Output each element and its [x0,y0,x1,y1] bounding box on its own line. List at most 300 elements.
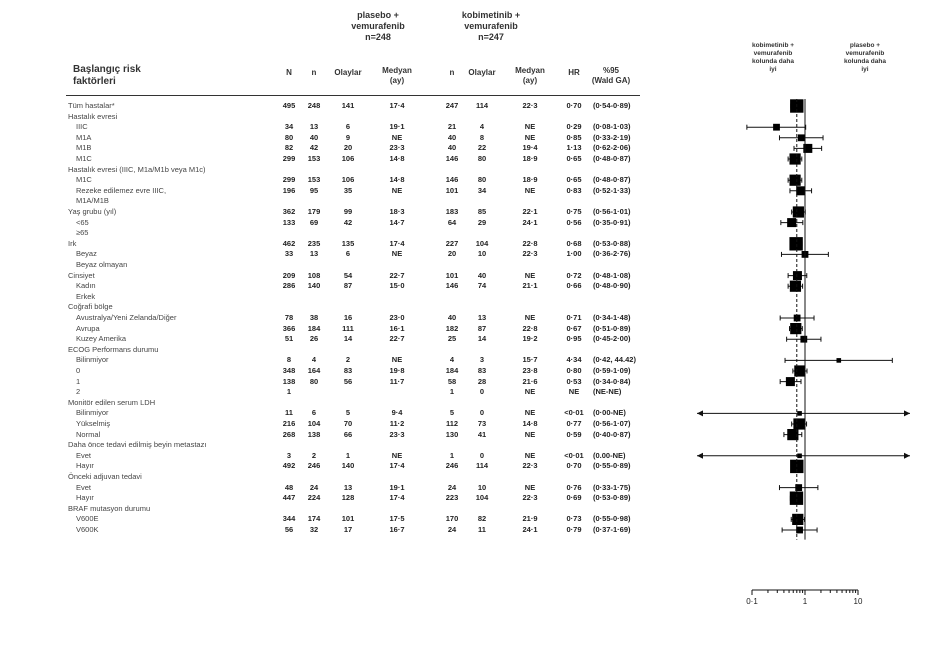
cell-e2: 34 [477,185,487,195]
cell-m2: 18·9 [522,175,538,185]
cell-n1: 4 [311,355,317,365]
row-label: Yaş grubu (yıl) [68,207,117,216]
row-label: 0 [76,366,81,375]
cell-N: 462 [282,238,296,248]
cell-m2: NE [524,429,536,439]
cell-ci: (0·59-1·09) [593,366,631,375]
cell-m2: 19·4 [522,143,538,153]
cell-n1: 248 [307,101,321,110]
cell-ci: (0·54-0·89) [593,101,631,110]
x-tick-label: 0·1 [746,597,758,606]
col-header-events1: Olaylar [334,68,362,77]
cell-e1: 5 [345,408,351,418]
cell-m1: NE [391,355,403,365]
cell-e2: 83 [477,366,487,375]
row-label: M1C [76,154,92,163]
cell-m2: 22·1 [522,207,538,216]
hr-marker [798,134,805,141]
cell-hr_text: 0·66 [566,281,582,291]
cell-ci: (0·51-0·89) [593,323,631,333]
hr-marker [786,377,795,386]
cell-m1: NE [391,185,403,195]
row-label: V600K [76,525,99,534]
cell-e2: 73 [477,419,487,428]
cell-n2: 40 [447,313,457,322]
row-label: Hastalık evresi (IIIC, M1a/M1b veya M1c) [68,164,206,174]
cell-m2: NE [524,122,536,132]
ci-arrow-right [904,410,910,416]
cell-m2: NE [524,408,536,418]
row-label: Erkek [76,291,96,301]
cell-N: 366 [282,323,296,333]
cell-e2: 87 [477,323,487,333]
cell-N: 1 [286,387,292,397]
cell-n2: 146 [445,175,459,185]
cell-e2: 29 [477,217,487,227]
cell-m1: 17·4 [389,493,405,503]
col-header-median1: Medyan (ay) [382,66,412,85]
ci-arrow-left [697,453,703,459]
cell-m2: 21·1 [522,281,538,291]
cell-n1: 153 [307,175,321,185]
cell-e2: 0 [479,450,485,460]
cell-m2: 14·8 [522,419,538,428]
cell-m1: 11·7 [389,376,405,386]
cell-n1: 174 [307,514,321,524]
cell-m2: NE [524,387,536,397]
cell-n2: 5 [449,408,455,418]
cell-n2: 1 [449,387,455,397]
cell-ci: (0·35-0·91) [593,217,631,227]
cell-e1: 135 [341,238,355,248]
cell-ci: (0·33-1·75) [593,482,631,492]
cell-e1: 141 [341,101,355,110]
cell-N: 34 [284,122,294,132]
row-label: Beyaz [76,249,97,259]
cell-m1: 9·4 [391,408,403,418]
cell-e1: 70 [343,419,353,428]
col-header-events2: Olaylar [468,68,496,77]
row-label: Kuzey Amerika [76,334,127,344]
cell-e2: 80 [477,154,487,163]
cell-hr_text: 0·70 [566,101,582,110]
cell-N: 138 [282,376,296,386]
col-header-n1: n [311,68,317,77]
cell-e2: 10 [477,482,487,492]
cell-e1: 83 [343,366,353,375]
hr-marker [793,206,804,217]
cell-e1: 6 [345,122,351,132]
cell-n1: 80 [309,376,319,386]
row-label: Monitör edilen serum LDH [68,397,156,407]
cell-m2: 22·3 [522,493,538,503]
cell-N: 268 [282,429,296,439]
cell-n2: 64 [447,217,457,227]
cell-ci: (0·37-1·69) [593,525,631,534]
cell-m1: 17·5 [389,514,405,524]
cell-n2: 58 [447,376,457,386]
hr-marker [790,492,803,505]
cell-n1: 235 [307,238,321,248]
cell-n1: 104 [307,419,321,428]
cell-hr_text: 0·76 [566,482,582,492]
hr-marker [787,218,796,227]
cell-n1: 13 [309,249,319,259]
ci-arrow-right [904,453,910,459]
cell-m2: NE [524,270,536,280]
cell-hr_text: 0·95 [566,334,582,344]
cell-n2: 223 [445,493,459,503]
cell-e1: 14 [343,334,353,344]
cell-n2: 40 [447,132,457,142]
cell-e1: 9 [345,132,351,142]
cell-N: 3 [286,450,292,460]
cell-n2: 112 [445,419,459,428]
cell-e2: 8 [479,132,485,142]
cell-e2: 82 [477,514,487,524]
cell-e1: 17 [343,525,353,534]
row-label: Hayır [76,493,94,503]
cell-m2: 15·7 [522,355,538,365]
cell-m1: 22·7 [389,334,405,344]
cell-ci: (0·53-0·88) [593,238,631,248]
cell-m1: 19·8 [389,366,405,375]
cell-N: 348 [282,366,296,375]
cell-ci: (0·34-0·84) [593,376,631,386]
hr-marker [790,281,801,292]
cell-e1: 106 [341,175,355,185]
cell-N: 133 [282,217,296,227]
cell-m2: 22·3 [522,101,538,110]
cell-N: 82 [284,143,294,153]
cell-ci: (0·56-1·01) [593,207,631,216]
cell-hr_text: 1·00 [566,249,582,259]
cobimetinib-group-header-text: kobimetinib + vemurafenib n=247 [461,10,521,42]
cell-n1: 138 [307,429,321,439]
cell-N: 447 [282,493,296,503]
row-label: Evet [76,450,92,460]
cell-n1: 69 [309,217,319,227]
cell-e1: 42 [343,217,353,227]
cell-e2: 114 [475,101,489,110]
cell-hr_text: 0·67 [566,323,582,333]
col-header-ci: %95 (Wald GA) [591,66,631,85]
cell-m1: 23·3 [389,429,405,439]
cell-N: 33 [284,249,294,259]
cell-m1: 19·1 [389,122,405,132]
row-label: Evet [76,482,92,492]
row-label: BRAF mutasyon durumu [68,503,151,513]
cell-N: 344 [282,514,296,524]
cell-n2: 4 [449,355,455,365]
cell-hr_text: 0·65 [566,154,582,163]
cell-hr_text: 0·75 [566,207,582,216]
hr-marker [793,271,802,280]
row-label: Hastalık evresi [68,111,118,121]
cell-e2: 74 [477,281,487,291]
cell-n2: 146 [445,281,459,291]
cell-n1: 164 [307,366,321,375]
cell-hr_text: 0·69 [566,493,582,503]
row-label: ECOG Performans durumu [68,344,159,354]
cell-e1: 101 [341,514,355,524]
cell-N: 216 [282,419,296,428]
cell-n1: 184 [307,323,321,333]
cell-e1: 106 [341,154,355,163]
cell-ci: (0·33-2·19) [593,132,631,142]
cell-hr_text: 0·77 [566,419,582,428]
cell-e2: 10 [477,249,487,259]
cell-hr_text: NE [568,387,580,397]
cell-hr_text: 0·79 [566,525,582,534]
row-label: Bilinmiyor [76,408,109,418]
cell-e1: 54 [343,270,353,280]
cell-m1: 23·3 [389,143,405,153]
cell-N: 51 [284,334,294,344]
cell-e1: 1 [345,450,351,460]
cell-N: 209 [282,270,296,280]
cell-N: 362 [282,207,296,216]
cell-e1: 128 [341,493,355,503]
cell-m1: 22·7 [389,270,405,280]
cell-n2: 246 [445,461,459,471]
cell-n2: 24 [447,482,457,492]
placebo-group-header-text: plasebo + vemurafenib n=248 [351,10,405,42]
cell-N: 78 [284,313,294,322]
cell-m2: 22·3 [522,249,538,259]
hr-marker [789,175,800,186]
cell-e1: 56 [343,376,353,386]
x-tick-label: 1 [802,597,808,606]
cell-hr_text: 0·68 [566,238,582,248]
cell-n2: 130 [445,429,459,439]
cell-n2: 146 [445,154,459,163]
cell-e1: 6 [345,249,351,259]
cell-e1: 99 [343,207,353,216]
cell-ci: (0·56-1·07) [593,419,631,428]
cell-ci: (0·00-NE) [593,408,626,418]
cell-m1: 23·0 [389,313,405,322]
cell-m2: 22·8 [522,238,538,248]
hr-marker [796,186,805,195]
col-header-hr: HR [568,68,580,77]
cell-n2: 227 [445,238,459,248]
hr-marker [794,365,805,376]
row-label: Avrupa [76,323,100,333]
cell-ci: (0·40-0·87) [593,429,631,439]
cell-hr_text: <0·01 [564,408,584,418]
cell-hr_text: 0·83 [566,185,582,195]
cell-e2: 3 [479,355,485,365]
row-label: Kadın [76,281,96,291]
cell-n2: 40 [447,143,457,153]
cell-n2: 183 [445,207,459,216]
row-label: 1 [76,376,81,386]
cell-ci: (0·36-2·76) [593,249,631,259]
cell-n1: 38 [309,313,319,322]
cell-e1: 66 [343,429,353,439]
cell-hr_text: 0·73 [566,514,582,524]
cell-m1: 15·0 [389,281,405,291]
cell-N: 11 [285,408,293,418]
cell-m2: 21·6 [522,376,538,386]
risk-factors-title-text: Başlangıç risk faktörleri [73,64,141,87]
row-label: ≥65 [76,228,89,238]
cell-n1: 13 [309,122,319,132]
row-label: Önceki adjuvan tedavi [68,472,142,481]
cell-ci: (0·48-0·87) [593,154,631,163]
hr-marker [789,153,800,164]
row-label: Rezeke edilemez evre IIIC, [76,185,167,195]
cell-ci: (0·55-0·98) [593,514,631,524]
cell-m1: NE [391,132,403,142]
col-header-N: N [286,68,292,77]
cell-N: 56 [284,525,294,534]
cell-ci: (0·53-0·89) [593,493,631,503]
cell-hr_text: 1·13 [566,143,582,153]
cell-hr_text: 0·72 [566,270,582,280]
hr-marker [792,514,803,525]
row-label: Tüm hastalar* [68,101,115,110]
row-label: 2 [76,387,81,397]
cell-e1: 20 [343,143,353,153]
ci-arrow-left [697,410,703,416]
cell-e2: 80 [477,175,487,185]
cell-n2: 170 [445,514,459,524]
cell-m1: 11·2 [389,419,405,428]
cell-ci: (0·55-0·89) [593,461,631,471]
cell-hr_text: 0·65 [566,175,582,185]
cell-m1: 14·8 [389,154,405,163]
cell-hr_text: 0·71 [566,313,582,322]
cell-m1: 18·3 [389,207,405,216]
cell-e2: 104 [475,238,489,248]
cell-e1: 111 [342,323,354,333]
row-label: Hayır [76,461,94,471]
row-label: Daha önce tedavi edilmiş beyin metastazı [68,440,207,450]
cell-n1: 95 [309,185,319,195]
cell-e2: 104 [475,493,489,503]
cell-N: 495 [282,101,296,110]
favors-placebo-label: plasebo + vemurafenib kolunda daha iyi [844,42,886,73]
cell-m1: 16·7 [389,525,405,534]
row-label: M1B [76,143,92,153]
cell-n1: 2 [311,450,317,460]
cell-n2: 24 [447,525,457,534]
cell-m1: NE [391,450,403,460]
cell-n1: 40 [309,132,319,142]
cell-e2: 40 [477,270,487,280]
cell-m1: 17·4 [389,461,405,471]
cell-hr_text: 0·59 [566,429,582,439]
cell-m2: 22·8 [522,323,538,333]
cell-n2: 20 [447,249,457,259]
hr-marker [797,411,802,416]
cell-e2: 13 [477,313,487,322]
x-tick-label: 10 [853,597,863,606]
cell-hr_text: 0·70 [566,461,582,471]
cell-m2: 18·9 [522,154,538,163]
cell-n1: 6 [311,408,317,418]
cell-n1: 246 [307,461,321,471]
cell-m2: NE [524,313,536,322]
cell-e2: 4 [479,122,485,132]
cell-ci: (0·34-1·48) [593,313,631,322]
row-label: Bilinmiyor [76,355,109,365]
cell-hr_text: 0·53 [566,376,582,386]
cell-m1: 19·1 [389,482,405,492]
cell-n2: 1 [449,450,455,460]
row-label: M1A/M1B [76,196,109,206]
cell-m2: NE [524,482,536,492]
cell-m1: 17·4 [389,238,405,248]
cell-hr_text: 0·29 [566,122,582,132]
cell-n2: 101 [445,185,459,195]
cell-e2: 114 [475,461,489,471]
cell-m2: NE [524,185,536,195]
cell-e1: 2 [345,355,351,365]
cell-e1: 140 [341,461,355,471]
cell-N: 492 [282,461,296,471]
hr-marker [797,454,802,459]
cell-e1: 16 [343,313,353,322]
row-label: V600E [76,514,99,524]
cell-N: 299 [282,154,296,163]
cell-hr_text: 4·34 [566,355,582,365]
cell-n1: 140 [307,281,321,291]
cell-N: 8 [286,355,292,365]
cell-hr_text: 0·85 [566,132,582,142]
cell-n1: 32 [309,525,319,534]
cell-e2: 28 [477,376,487,386]
cell-e1: 87 [343,281,353,291]
cell-e2: 41 [477,429,487,439]
cell-ci: (0·62-2·06) [593,143,631,153]
cell-m2: NE [524,132,536,142]
cell-e2: 11 [478,525,486,534]
cell-n1: 42 [309,143,319,153]
cell-e2: 0 [479,387,485,397]
cell-N: 286 [282,281,296,291]
row-label: Beyaz olmayan [76,260,128,269]
cell-n1: 153 [307,154,321,163]
favors-cobimetinib-label: kobimetinib + vemurafenib kolunda daha iyi [751,42,795,73]
cell-m2: 24·1 [522,217,538,227]
cell-n1: 24 [309,482,319,492]
cell-n2: 25 [447,334,457,344]
hr-marker [800,336,807,343]
hr-marker [836,358,841,363]
cell-m2: 23·8 [522,366,538,375]
cell-N: 299 [282,175,296,185]
cell-ci: (0·08-1·03) [593,122,631,132]
cell-N: 196 [282,185,296,195]
cell-m2: NE [524,450,536,460]
cell-m1: 17·4 [389,101,405,110]
cell-m2: 21·9 [522,514,538,524]
row-label: IIIC [76,122,88,132]
cell-ci: (NE-NE) [593,387,622,397]
cell-n2: 21 [447,122,457,132]
cell-ci: (0·45-2·00) [593,334,631,344]
row-label: Normal [76,429,101,439]
cell-e2: 14 [477,334,487,344]
cell-m2: 19·2 [522,334,538,344]
cell-e1: 13 [343,482,353,492]
cell-m1: NE [391,249,403,259]
cell-ci: (0·48-0·87) [593,175,631,185]
hr-marker [773,124,780,131]
